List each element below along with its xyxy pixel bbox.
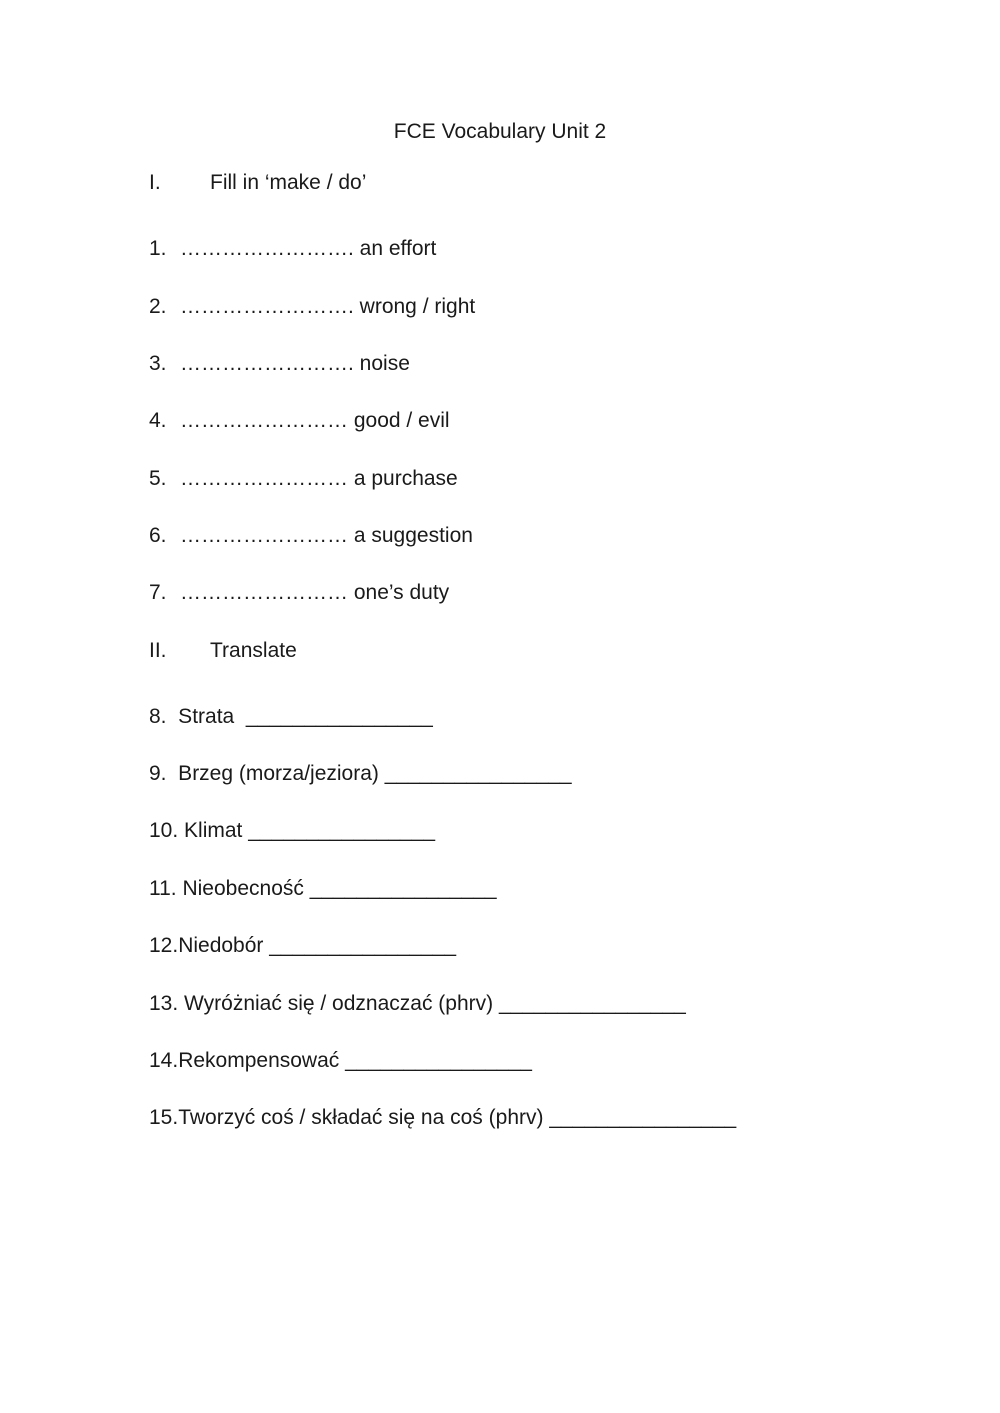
item-text: …………………… one’s duty — [180, 581, 450, 604]
item-text: ……………………. noise — [180, 352, 410, 375]
section-2-heading — [149, 637, 297, 665]
exercise-item-3 — [149, 350, 410, 378]
item-number: 3. — [149, 352, 167, 375]
translate-item-10: 10. Klimat ________________ — [149, 819, 436, 842]
item-text: ……………………. wrong / right — [180, 295, 476, 318]
item-text: ……………………. an effort — [180, 237, 437, 260]
exercise-item-5 — [149, 465, 458, 493]
translate-item-13: 13. Wyróżniać się / odznaczać (phrv) ________________ — [149, 992, 686, 1015]
section-2-numeral: II. — [149, 639, 167, 662]
translate-item-12: 12.Niedobór ________________ — [149, 934, 457, 957]
item-text: …………………… a purchase — [180, 467, 458, 490]
item-number: 6. — [149, 524, 167, 547]
translate-item-14: 14.Rekompensować ________________ — [149, 1049, 532, 1072]
item-text: …………………… a suggestion — [180, 524, 473, 547]
section-1-title: Fill in ‘make / do’ — [210, 171, 367, 194]
translate-item-9: 9. Brzeg (morza/jeziora) ________________ — [149, 762, 572, 785]
exercise-item-1 — [149, 235, 436, 263]
translate-item-8: 8. Strata ________________ — [149, 705, 433, 728]
translate-item-11: 11. Nieobecność ________________ — [149, 877, 497, 900]
item-number: 7. — [149, 581, 167, 604]
item-number: 4. — [149, 409, 167, 432]
item-number: 5. — [149, 467, 167, 490]
section-1-heading — [149, 169, 366, 197]
translate-item-15: 15.Tworzyć coś / składać się na coś (phrv) ________________ — [149, 1106, 737, 1129]
exercise-item-7 — [149, 579, 449, 607]
item-text: …………………… good / evil — [180, 409, 450, 432]
page-title: FCE Vocabulary Unit 2 — [393, 120, 607, 143]
item-number: 1. — [149, 237, 167, 260]
exercise-item-4 — [149, 407, 450, 435]
section-2-title: Translate — [210, 639, 297, 662]
section-1-numeral: I. — [149, 171, 161, 194]
exercise-item-2 — [149, 293, 475, 321]
exercise-item-6 — [149, 522, 473, 550]
item-number: 2. — [149, 295, 167, 318]
